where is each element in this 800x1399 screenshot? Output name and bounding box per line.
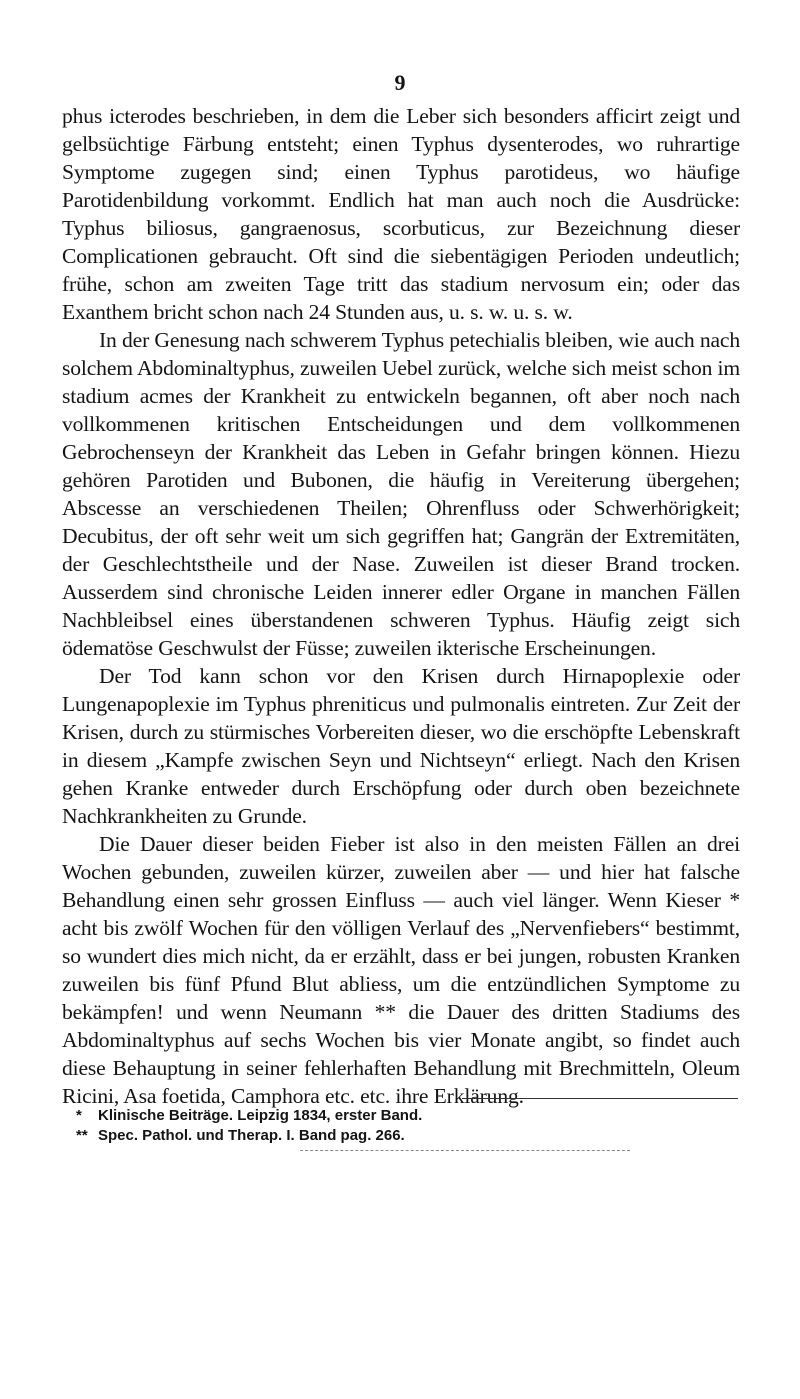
footnote-1: [76, 1106, 716, 1126]
footnote-text-2: Spec. Pathol. und Therap. I. Band pag. 266.: [98, 1127, 405, 1144]
paragraph-4: Die Dauer dieser beiden Fieber ist also in den meisten Fällen an drei Wochen gebunden, zuweilen kürzer, zuweilen aber — und hier hat falsche Behandlung einen sehr grossen Einfluss — auch viel länger. Wenn Kieser * acht bis zwölf Wochen für den völligen Verlauf des „Nervenfiebers“ bestimmt, so wundert dies mich nicht, da er erzählt, dass er bei jungen, robusten Kranken zuweilen bis fünf Pfund Blut abliess, um die entzündlichen Symptome zu bekämpfen! und wenn Neumann ** die Dauer des dritten Stadiums des Abdominaltyphus auf sechs Wochen bis vier Monate angibt, so findet auch diese Behauptung in seiner fehlerhaften Behandlung mit Brechmitteln, Oleum Ricini, Asa foetida, Camphora etc. etc. ihre Erklärung.: [62, 832, 740, 1108]
footnotes: [76, 1106, 716, 1146]
footnote-text-1: Klinische Beiträge. Leipzig 1834, erster Band.: [98, 1107, 423, 1124]
paragraph-1: phus icterodes beschrieben, in dem die Leber sich besonders afficirt zeigt und gelbsüchtige Färbung entsteht; einen Typhus dysenterodes, wo ruhrartige Symptome zugegen sind; einen Typhus parotideus, wo häufige Parotidenbildung vorkommt. Endlich hat man auch noch die Ausdrücke: Typhus biliosus, gangraenosus, scorbuticus, zur Bezeichnung dieser Complicationen gebraucht. Oft sind die siebentägigen Perioden undeutlich; frühe, schon am zweiten Tage tritt das stadium nervosum ein; oder das Exanthem bricht schon nach 24 Stunden aus, u. s. w. u. s. w.: [62, 104, 740, 324]
paragraph-3: Der Tod kann schon vor den Krisen durch Hirnapoplexie oder Lungenapoplexie im Typhus phreniticus und pulmonalis eintreten. Zur Zeit der Krisen, durch zu stürmisches Vorbereiten dieser, wo die erschöpfte Lebenskraft in diesem „Kampfe zwischen Seyn und Nichtseyn“ erliegt. Nach den Krisen gehen Kranke entweder durch Erschöpfung oder durch oben bezeichnete Nachkrankheiten zu Grunde.: [62, 664, 740, 828]
body-text: [62, 102, 740, 1110]
footnote-mark-2: **: [76, 1127, 88, 1144]
footnote-2: [76, 1126, 716, 1146]
footnote-mark-1: *: [76, 1107, 82, 1124]
page-number: 9: [394, 70, 406, 95]
paragraph-2: In der Genesung nach schwerem Typhus petechialis bleiben, wie auch nach solchem Abdominaltyphus, zuweilen Uebel zurück, welche sich meist schon im stadium acmes der Krankheit zu entwickeln begannen, oft aber noch nach vollkommenen kritischen Entscheidungen und dem vollkommenen Gebrochenseyn der Krankheit das Leben in Gefahr bringen können. Hiezu gehören Parotiden und Bubonen, die häufig in Vereiterung übergehen; Abscesse an verschiedenen Theilen; Ohrenfluss oder Schwerhörigkeit; Decubitus, der oft sehr weit um sich gegriffen hat; Gangrän der Extremitäten, der Geschlechtstheile und der Nase. Zuweilen ist dieser Brand trocken. Ausserdem sind chronische Leiden innerer edler Organe in manchen Fällen Nachbleibsel eines überstandenen schweren Typhus. Häufig zeigt sich ödematöse Geschwulst der Füsse; zuweilen ikterische Erscheinungen.: [62, 328, 740, 660]
decorative-dash-line: [300, 1150, 630, 1151]
footnote-divider: [462, 1098, 738, 1099]
